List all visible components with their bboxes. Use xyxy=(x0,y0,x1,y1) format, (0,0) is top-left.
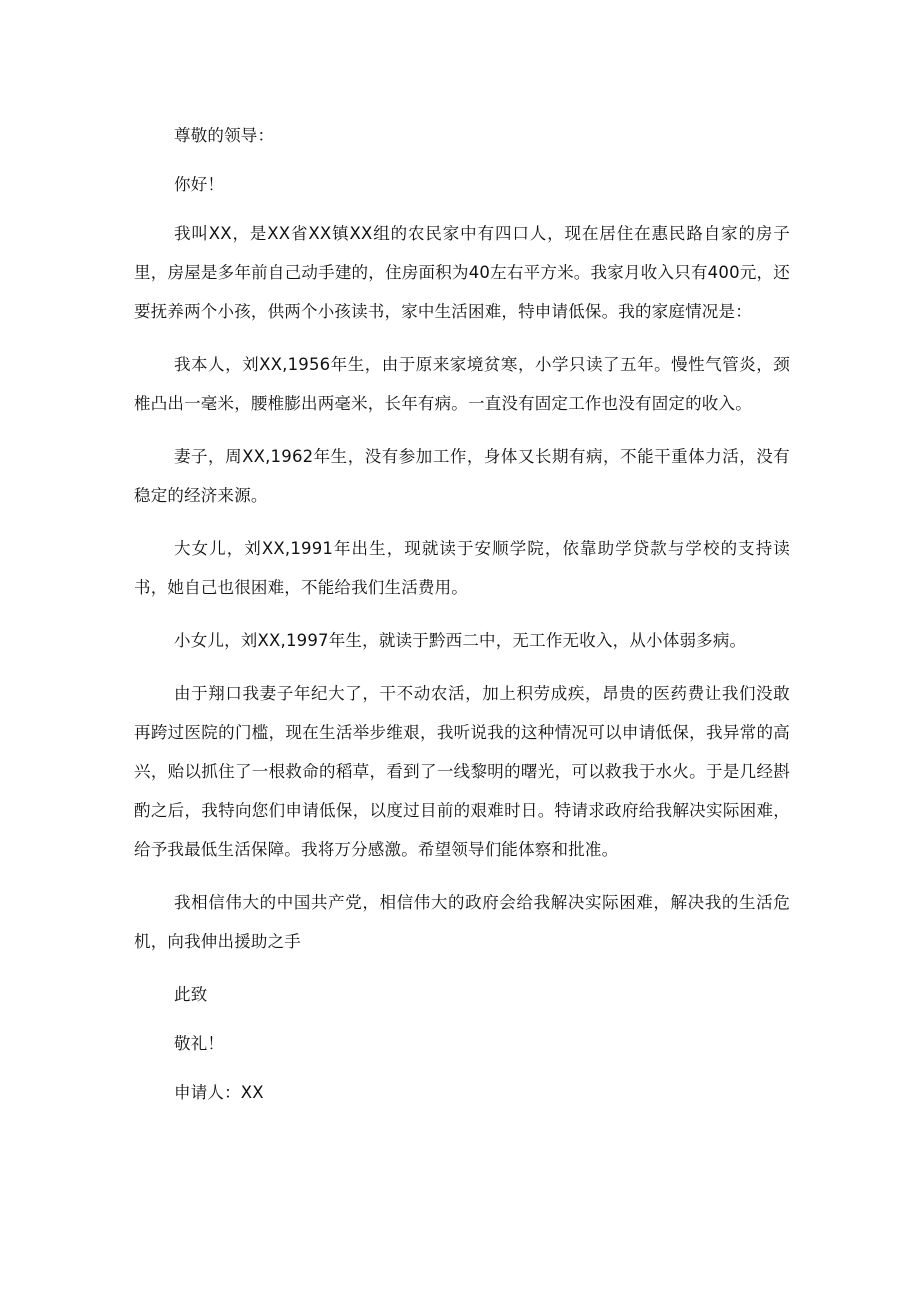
paragraph-self: 我本人，刘XX,1956年生，由于原来家境贫寒，小学只读了五年。慢性气管炎，颈椎凸出一毫米，腰椎膨出两毫米，长年有病。一直没有固定工作也没有固定的收入。 xyxy=(134,355,790,413)
paragraph-trust: 我相信伟大的中国共产党，相信伟大的政府会给我解决实际困难，解决我的生活危机，向我伸出援助之手 xyxy=(134,893,790,951)
signature: 申请人：XX xyxy=(174,1083,264,1102)
salutation: 尊敬的领导： xyxy=(174,126,275,145)
closing-line-1: 此致 xyxy=(174,985,208,1004)
paragraph-elder-daughter: 大女儿，刘XX,1991年出生，现就读于安顺学院，依靠助学贷款与学校的支持读书，她自己也很困难，不能给我们生活费用。 xyxy=(134,539,790,597)
closing-line-2: 敬礼！ xyxy=(174,1034,225,1053)
paragraph-hardship: 由于翔口我妻子年纪大了，干不动农活，加上积劳成疾，昂贵的医药费让我们没敢再跨过医院的门槛，现在生活举步维艰，我听说我的这种情况可以申请低保，我异常的高兴，贻以抓住了一根救命的稻草，看到了一线黎明的曙光，可以救我于水火。于是几经斟酌之后，我特向您们申请低保，以度过目前的艰难时日。特请求政府给我解决实际困难，给予我最低生活保障。我将万分感激。希望领导们能体察和批准。 xyxy=(134,684,790,859)
paragraph-wife: 妻子，周XX,1962年生，没有参加工作，身体又长期有病，不能干重体力活，没有稳定的经济来源。 xyxy=(134,447,790,505)
letter-body xyxy=(134,116,790,1122)
greeting: 你好！ xyxy=(174,175,225,194)
paragraph-introduction: 我叫XX，是XX省XX镇XX组的农民家中有四口人，现在居住在惠民路自家的房子里，房屋是多年前自己动手建的，住房面积为40左右平方米。我家月收入只有400元，还要抚养两个小孩，供两个小孩读书，家中生活困难，特申请低保。我的家庭情况是： xyxy=(134,224,790,321)
paragraph-younger-daughter: 小女儿，刘XX,1997年生，就读于黔西二中，无工作无收入，从小体弱多病。 xyxy=(174,631,747,650)
